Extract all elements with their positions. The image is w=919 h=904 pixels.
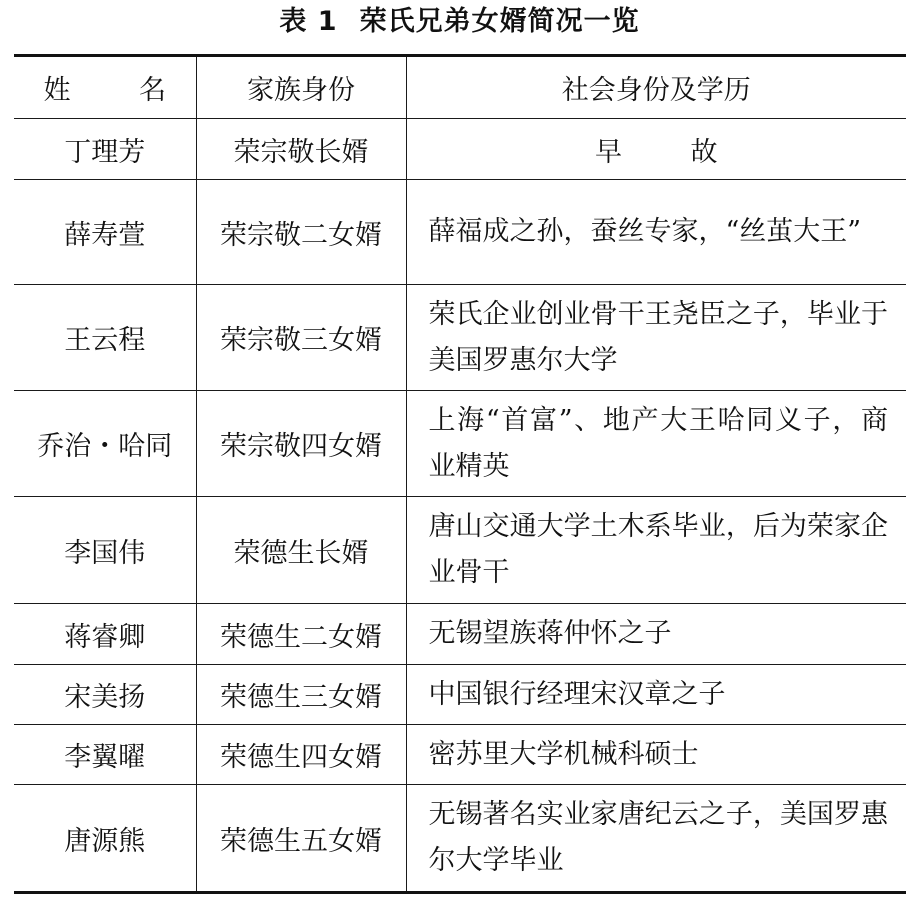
family-cell: 荣德生长婿 [196, 497, 406, 604]
family-cell: 荣德生三女婿 [196, 665, 406, 725]
social-cell: 早 故 [406, 119, 906, 180]
family-cell: 荣宗敬三女婿 [196, 285, 406, 391]
social-cell: 无锡著名实业家唐纪云之子，美国罗惠尔大学毕业 [406, 785, 906, 893]
table-row [14, 285, 906, 391]
table-row [14, 665, 906, 725]
family-cell: 荣宗敬二女婿 [196, 180, 406, 285]
name-cell: 王云程 [14, 285, 196, 391]
name-cell: 李国伟 [14, 497, 196, 604]
table-row [14, 785, 906, 893]
name-cell: 蒋睿卿 [14, 604, 196, 665]
social-cell: 密苏里大学机械科硕士 [406, 725, 906, 785]
table-row [14, 604, 906, 665]
header-row [14, 56, 906, 119]
name-cell: 宋美扬 [14, 665, 196, 725]
social-cell: 薛福成之孙，蚕丝专家，“丝茧大王” [406, 180, 906, 285]
name-cell: 唐源熊 [14, 785, 196, 893]
name-cell: 丁理芳 [14, 119, 196, 180]
social-cell: 中国银行经理宋汉章之子 [406, 665, 906, 725]
header-family: 家族身份 [196, 56, 406, 119]
table-number: 表 1 [279, 6, 338, 37]
family-cell: 荣宗敬四女婿 [196, 391, 406, 497]
name-cell: 乔治・哈同 [14, 391, 196, 497]
table-caption [0, 0, 919, 44]
table-row [14, 119, 906, 180]
table-row [14, 180, 906, 285]
family-cell: 荣宗敬长婿 [196, 119, 406, 180]
family-cell: 荣德生四女婿 [196, 725, 406, 785]
social-cell: 唐山交通大学土木系毕业，后为荣家企业骨干 [406, 497, 906, 604]
name-cell: 薛寿萱 [14, 180, 196, 285]
social-cell: 荣氏企业创业骨干王尧臣之子，毕业于美国罗惠尔大学 [406, 285, 906, 391]
family-cell: 荣德生五女婿 [196, 785, 406, 893]
table-row [14, 497, 906, 604]
name-cell: 李翼曜 [14, 725, 196, 785]
header-social: 社会身份及学历 [406, 56, 906, 119]
table-row [14, 725, 906, 785]
social-cell: 上海“首富”、地产大王哈同义子，商业精英 [406, 391, 906, 497]
family-cell: 荣德生二女婿 [196, 604, 406, 665]
table-row [14, 391, 906, 497]
header-name: 姓 名 [14, 56, 196, 119]
son-in-law-table [14, 54, 906, 894]
social-cell: 无锡望族蒋仲怀之子 [406, 604, 906, 665]
table-title: 荣氏兄弟女婿简况一览 [359, 6, 640, 37]
